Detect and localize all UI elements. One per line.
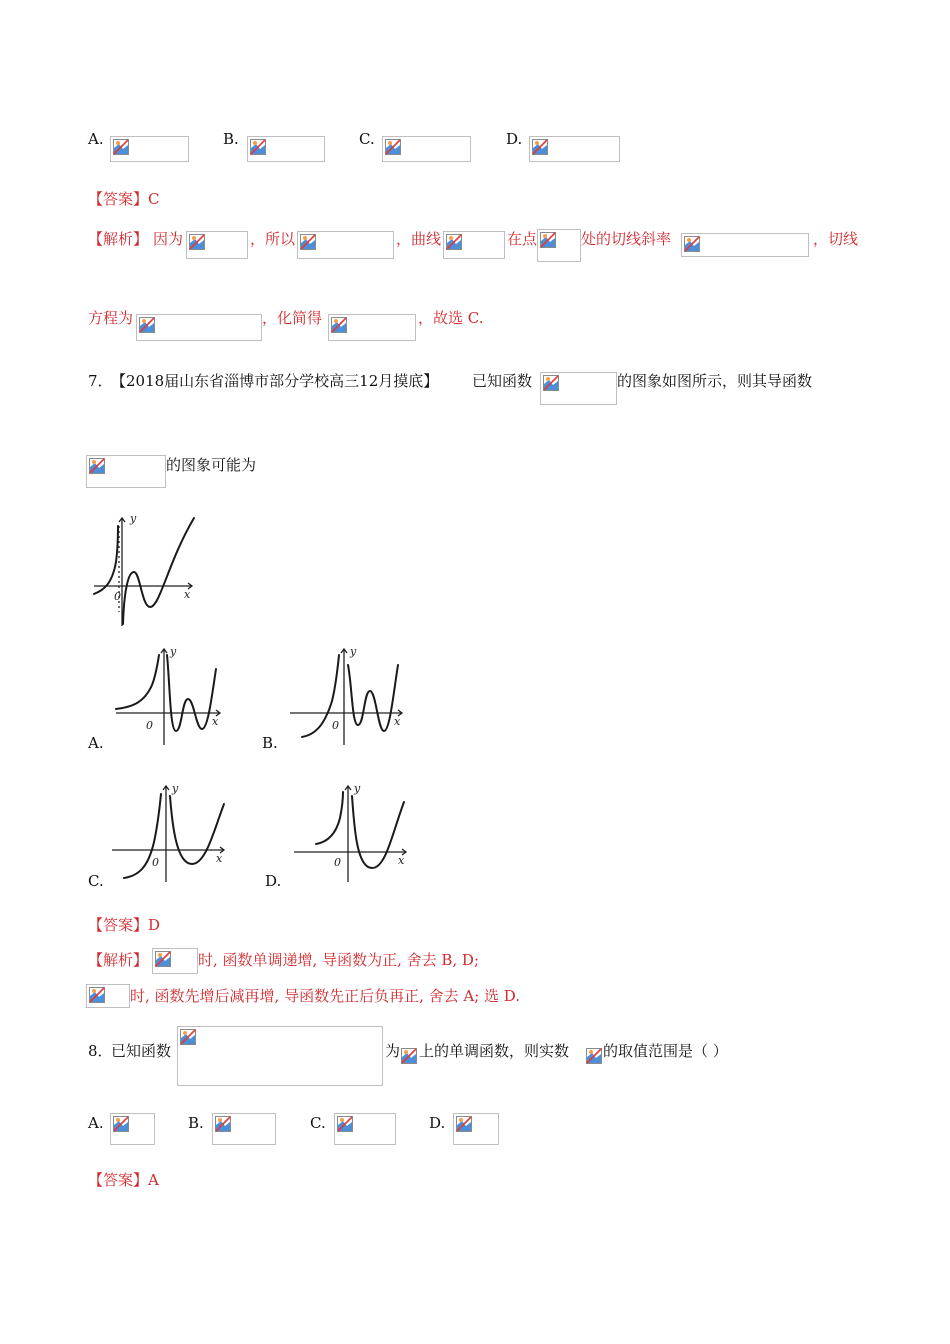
- q6-analysis-text: ，故选 C.: [418, 309, 484, 327]
- q7-option-d-label: D.: [265, 872, 282, 890]
- q6-analysis-text: 因为: [153, 230, 184, 248]
- q7-option-d-graph: [292, 782, 412, 884]
- formula-image: [443, 231, 505, 259]
- curve-branch-right: [167, 655, 216, 731]
- q6-option-c-formula-image: [382, 136, 471, 162]
- broken-image-icon: [331, 317, 347, 333]
- curve-branch-left: [94, 526, 118, 594]
- formula-image: [136, 314, 262, 341]
- curve-branch-left: [316, 792, 343, 844]
- y-axis-label: y: [170, 645, 177, 658]
- x-axis-label: x: [212, 715, 219, 728]
- broken-image-icon: [89, 458, 105, 474]
- q6-analysis-text: 在点: [507, 230, 538, 248]
- broken-image-icon: [155, 951, 171, 967]
- q8-text: 已知函数: [111, 1042, 172, 1060]
- q8-option-a-label: A.: [88, 1114, 104, 1132]
- broken-image-icon: [300, 234, 316, 250]
- q6-analysis-text: ，曲线: [396, 230, 442, 248]
- q7-analysis-label: 【解析】: [88, 951, 149, 969]
- q6-analysis-text: ，切线: [813, 230, 859, 248]
- q6-option-d-label: D.: [506, 130, 523, 148]
- formula-image: [328, 314, 416, 341]
- broken-image-icon: [543, 375, 559, 391]
- x-axis-label: x: [184, 588, 191, 601]
- y-axis-label: y: [350, 645, 357, 658]
- q8-option-b-formula-image: [212, 1113, 276, 1145]
- q7-number: 7．: [88, 372, 113, 390]
- broken-image-icon: [89, 987, 105, 1003]
- formula-image: [86, 455, 166, 488]
- q8-option-c-label: C.: [310, 1114, 326, 1132]
- q7-option-b-label: B.: [262, 734, 278, 752]
- q8-option-d-label: D.: [429, 1114, 446, 1132]
- broken-image-icon: [401, 1048, 417, 1064]
- broken-image-icon: [113, 1116, 129, 1132]
- q6-option-a-label: A.: [88, 130, 104, 148]
- q6-analysis-label: 【解析】: [88, 230, 149, 248]
- x-axis-label: x: [394, 715, 401, 728]
- q6-answer: 【答案】C: [88, 190, 160, 208]
- broken-image-icon: [250, 139, 266, 155]
- origin-label: 0: [146, 719, 153, 732]
- broken-image-icon: [586, 1048, 602, 1064]
- q7-text: 已知函数: [472, 372, 533, 390]
- q8-option-c-formula-image: [334, 1113, 396, 1145]
- q6-option-b-formula-image: [247, 136, 325, 162]
- curve-branch-left: [116, 655, 159, 709]
- formula-image: [177, 1026, 383, 1086]
- q6-option-a-formula-image: [110, 136, 189, 162]
- q8-text: 为: [385, 1042, 401, 1060]
- broken-image-icon: [337, 1116, 353, 1132]
- curve-branch-right: [123, 518, 194, 624]
- q8-answer: 【答案】A: [88, 1171, 159, 1189]
- q7-analysis-text: 时, 函数先增后减再增, 导函数先正后负再正, 舍去 A; 选 D.: [130, 987, 521, 1005]
- q6-option-d-formula-image: [529, 136, 620, 162]
- q7-answer: 【答案】D: [88, 916, 161, 934]
- curve-branch-right: [348, 665, 398, 731]
- q7-option-c-graph: [110, 782, 230, 884]
- formula-image: [540, 372, 617, 405]
- x-axis-label: x: [398, 854, 405, 867]
- broken-image-icon: [189, 234, 205, 250]
- q7-analysis-text: 时, 函数单调递增, 导函数为正, 舍去 B, D;: [198, 951, 480, 969]
- q6-analysis-text: 处的切线斜率: [581, 230, 672, 248]
- q6-option-c-label: C.: [359, 130, 375, 148]
- formula-image: [186, 231, 248, 259]
- y-axis-label: y: [130, 512, 137, 525]
- broken-image-icon: [540, 232, 556, 248]
- q8-option-d-formula-image: [453, 1113, 499, 1145]
- q6-analysis-text: 方程为: [88, 309, 134, 327]
- y-axis-label: y: [172, 782, 179, 795]
- q7-option-b-graph: [288, 645, 408, 747]
- x-axis-label: x: [216, 852, 223, 865]
- broken-image-icon: [684, 236, 700, 252]
- broken-image-icon: [446, 234, 462, 250]
- broken-image-icon: [215, 1116, 231, 1132]
- q8-text: 的取值范围是（ ）: [603, 1042, 728, 1060]
- formula-image: [297, 231, 394, 259]
- formula-image: [152, 948, 198, 974]
- broken-image-icon: [385, 139, 401, 155]
- q8-text: 上的单调函数，则实数: [419, 1042, 570, 1060]
- q8-number: 8．: [88, 1042, 113, 1060]
- origin-label: 0: [332, 719, 339, 732]
- origin-label: 0: [334, 856, 341, 869]
- q8-option-b-label: B.: [188, 1114, 204, 1132]
- q7-option-a-graph: [112, 645, 227, 747]
- origin-label: 0: [114, 590, 121, 603]
- formula-image: [86, 984, 130, 1008]
- q7-option-c-label: C.: [88, 872, 104, 890]
- q7-text: 的图象如图所示，则其导函数: [617, 372, 813, 390]
- broken-image-icon: [180, 1029, 196, 1045]
- origin-label: 0: [152, 856, 159, 869]
- curve-branch-right: [352, 796, 404, 868]
- broken-image-icon: [456, 1116, 472, 1132]
- y-axis-label: y: [354, 782, 361, 795]
- q7-function-graph: [88, 512, 200, 628]
- q7-option-a-label: A.: [88, 734, 104, 752]
- broken-image-icon: [113, 139, 129, 155]
- q8-option-a-formula-image: [110, 1113, 155, 1145]
- broken-image-icon: [139, 317, 155, 333]
- q6-option-b-label: B.: [223, 130, 239, 148]
- formula-image: [537, 229, 581, 262]
- formula-image: [681, 233, 809, 257]
- q6-analysis-text: ，所以: [250, 230, 296, 248]
- q6-analysis-text: ，化简得: [262, 309, 323, 327]
- broken-image-icon: [532, 139, 548, 155]
- q7-text: 的图象可能为: [166, 456, 257, 474]
- q7-source: 【2018届山东省淄博市部分学校高三12月摸底】: [111, 372, 439, 390]
